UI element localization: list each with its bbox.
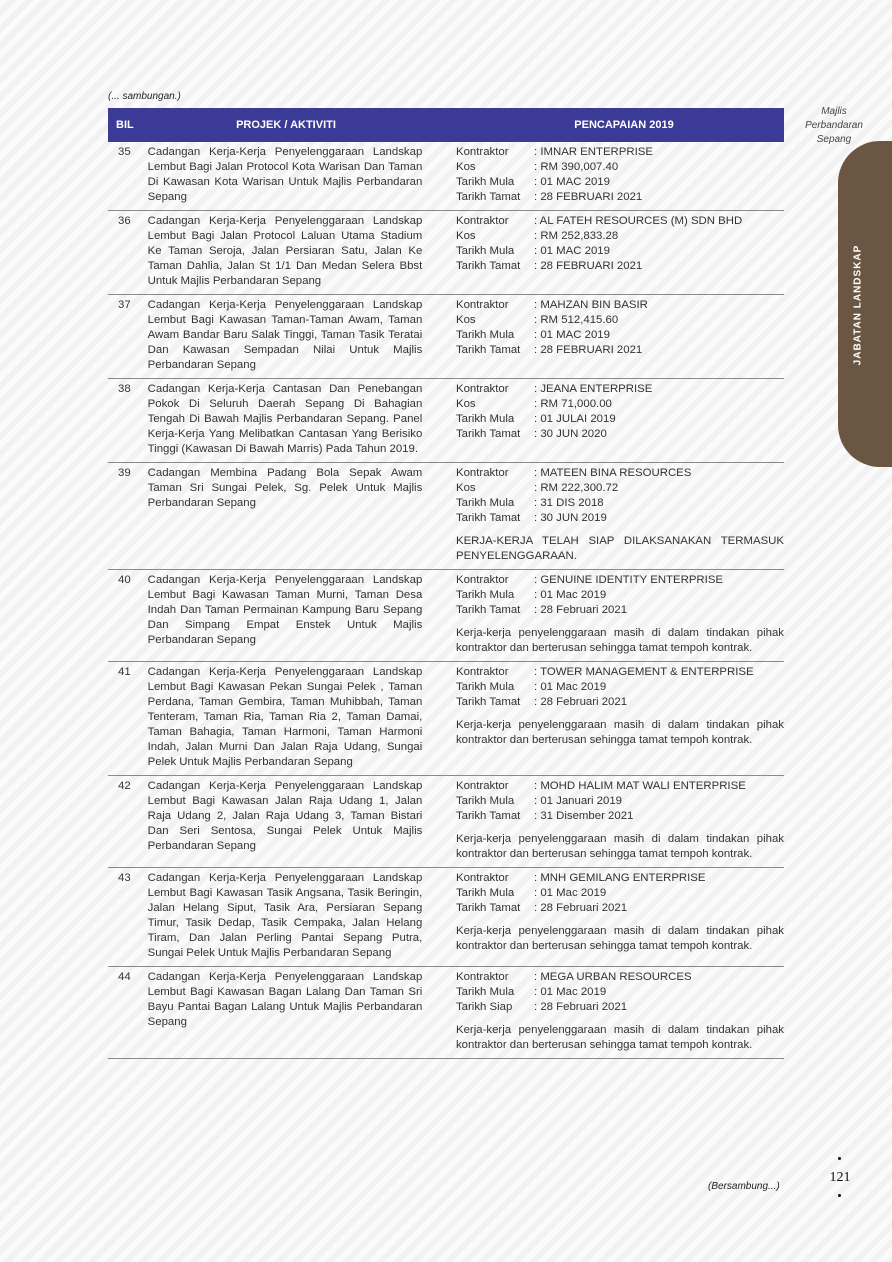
detail-line [456,985,784,1000]
detail-key: Tarikh Tamat [455,191,521,203]
cell-projek: Cadangan Kerja-Kerja Penyelenggaraan Landskap Lembut Bagi Kawasan Pekan Sungai Pelek , Taman Perdana, Taman Gembira, Taman Muhibbah, Taman Tenteram, Taman Ria, Taman Ria 2, Taman Damai, Taman Bahagia, Taman Harmoni, Taman Harmoni Indah, Jalan Murni Dan Jalan Raja Udang, Sungai Pelek Untuk Majlis Perbandaran Sepang [147,666,423,768]
cell-bil: 38 [118,383,131,395]
detail-value: : AL FATEH RESOURCES (M) SDN BHD [533,215,743,227]
table-row [108,463,784,570]
page-number-dot [838,1194,841,1197]
cell-bil: 39 [118,467,131,479]
column-header-projek: PROJEK / AKTIVITI [236,119,336,131]
cell-bil: 36 [118,215,131,227]
detail-value: : 01 JULAI 2019 [533,413,616,425]
detail-value: : 31 Disember 2021 [533,810,634,822]
detail-line [456,511,784,526]
detail-line [456,313,784,328]
cell-bil: 43 [118,872,131,884]
detail-value: : 28 Februari 2021 [533,902,628,914]
organisation-name-line: Majlis [821,106,847,117]
detail-line [456,573,784,588]
detail-key: Kontraktor [455,299,509,311]
detail-value: : 01 MAC 2019 [533,176,610,188]
table-row [108,570,784,662]
detail-value: : 01 Mac 2019 [533,986,607,998]
detail-line [456,259,784,274]
cell-projek: Cadangan Kerja-Kerja Penyelenggaraan Landskap Lembut Bagi Kawasan Taman-Taman Awam, Taman Awam Bandar Baru Salak Tinggi, Taman Tasik Teratai Dan Kawasan Sempadan Nilai Untuk Majlis Perbandaran Sepang [147,299,423,371]
detail-key: Tarikh Mula [455,497,515,509]
cell-projek: Cadangan Kerja-Kerja Penyelenggaraan Landskap Lembut Bagi Jalan Protocol Kota Warisan Dan Taman Di Kawasan Kota Warisan Untuk Majlis Perbandaran Sepang [147,146,423,203]
cell-projek: Cadangan Kerja-Kerja Penyelenggaraan Landskap Lembut Bagi Kawasan Jalan Raja Udang 1, Jalan Raja Udang 2, Jalan Raja Udang 3, Taman Bistari Dan Seri Sentosa, Sungai Pelek Untuk Majlis Perbandaran Sepang [147,780,423,852]
status-note: Kerja-kerja penyelenggaraan masih di dalam tindakan pihak kontraktor dan berterusan sehingga tamat tempoh kontrak. [455,627,784,654]
cell-projek: Cadangan Kerja-Kerja Penyelenggaraan Landskap Lembut Bagi Jalan Protocol Laluan Utama Stadium Ke Taman Seroja, Jalan Persiaran Satu, Jalan Ke Taman Dahlia, Jalan St 1/1 Dan Medan Selera Bbst Untuk Majlis Perbandaran Sepang [147,215,423,287]
cell-bil: 41 [118,666,131,678]
detail-line [456,328,784,343]
detail-value: : JEANA ENTERPRISE [533,383,653,395]
cell-pencapaian [456,214,784,289]
cell-pencapaian [456,466,784,564]
detail-line [456,145,784,160]
detail-key: Kontraktor [455,574,509,586]
detail-value: : 28 FEBRUARI 2021 [533,191,643,203]
cell-pencapaian [456,145,784,205]
detail-key: Tarikh Mula [455,681,515,693]
detail-line [456,1000,784,1015]
cell-projek: Cadangan Membina Padang Bola Sepak Awam Taman Sri Sungai Pelek, Sg. Pelek Untuk Majlis Perbandaran Sepang [147,467,423,509]
detail-line [456,794,784,809]
detail-value: : 31 DIS 2018 [533,497,604,509]
detail-line [456,809,784,824]
detail-key: Tarikh Tamat [455,428,521,440]
cell-pencapaian [456,970,784,1053]
cell-bil: 42 [118,780,131,792]
detail-line [456,871,784,886]
detail-value: : RM 222,300.72 [533,482,619,494]
department-side-tab-label: JABATAN LANDSKAP [852,244,864,366]
status-note: Kerja-kerja penyelenggaraan masih di dalam tindakan pihak kontraktor dan berterusan sehingga tamat tempoh kontrak. [455,833,784,860]
detail-key: Kos [455,314,476,326]
detail-value: : 28 Februari 2021 [533,604,628,616]
detail-key: Kontraktor [455,215,509,227]
column-header-pencapaian: PENCAPAIAN 2019 [574,119,674,131]
detail-line [456,175,784,190]
detail-key: Kontraktor [455,467,509,479]
cell-pencapaian [456,665,784,770]
projects-table [108,108,784,1059]
detail-key: Kos [455,161,476,173]
continued-from-previous-label: (... sambungan.) [108,91,181,102]
table-row [108,379,784,463]
table-row [108,868,784,967]
detail-line [456,343,784,358]
detail-key: Kontraktor [455,383,509,395]
organisation-name-line: Perbandaran [805,120,863,131]
detail-line [456,779,784,794]
column-header-bil: BIL [116,119,134,131]
detail-line [456,886,784,901]
detail-key: Kontraktor [455,971,509,983]
cell-bil: 35 [118,146,131,158]
page-number-dot [838,1157,841,1160]
table-header [108,108,784,142]
table-body [108,142,784,1059]
detail-line [456,412,784,427]
detail-key: Kos [455,230,476,242]
detail-value: : MATEEN BINA RESOURCES [533,467,692,479]
detail-key: Tarikh Mula [455,329,515,341]
detail-value: : 01 Januari 2019 [533,795,623,807]
detail-key: Kontraktor [455,872,509,884]
table-row [108,295,784,379]
table-row [108,776,784,868]
detail-line [456,214,784,229]
detail-key: Tarikh Mula [455,413,515,425]
detail-line [456,496,784,511]
detail-line [456,695,784,710]
status-note: Kerja-kerja penyelenggaraan masih di dalam tindakan pihak kontraktor dan berterusan sehingga tamat tempoh kontrak. [455,1024,784,1051]
detail-value: : IMNAR ENTERPRISE [533,146,653,158]
detail-value: : RM 71,000.00 [533,398,612,410]
cell-projek: Cadangan Kerja-Kerja Cantasan Dan Penebangan Pokok Di Seluruh Daerah Sepang Di Bahagian Tengah Di Bawah Majlis Perbandaran Sepang. Panel Kerja-Kerja Yang Melibatkan Cantasan Yang Berisiko Tinggi (Kawasan Di Bawah Marris) Pada Tahun 2019. [147,383,423,455]
cell-bil: 37 [118,299,131,311]
detail-key: Tarikh Mula [455,589,515,601]
status-note: Kerja-kerja penyelenggaraan masih di dalam tindakan pihak kontraktor dan berterusan sehingga tamat tempoh kontrak. [455,925,784,952]
detail-key: Kontraktor [455,146,509,158]
detail-line [456,382,784,397]
detail-key: Tarikh Mula [455,887,515,899]
detail-key: Tarikh Mula [455,245,515,257]
detail-line [456,970,784,985]
cell-bil: 44 [118,971,131,983]
page-number: 121 [829,1170,851,1185]
detail-line [456,901,784,916]
cell-projek: Cadangan Kerja-Kerja Penyelenggaraan Landskap Lembut Bagi Kawasan Tasik Angsana, Tasik Beringin, Jalan Helang Siput, Tasik Ara, Persiaran Sepang Timur, Tasik Dedap, Tasik Cempaka, Jalan Helang Tiram, Dan Jalan Perling Pantai Sepang Putra, Sungai Pelek Untuk Majlis Perbandaran Sepang [147,872,423,959]
cell-pencapaian [456,573,784,656]
detail-value: : MAHZAN BIN BASIR [533,299,648,311]
detail-line [456,160,784,175]
detail-value: : RM 252,833.28 [533,230,619,242]
detail-key: Tarikh Tamat [455,604,521,616]
table-row [108,142,784,211]
detail-value: : 28 FEBRUARI 2021 [533,344,643,356]
detail-line [456,298,784,313]
detail-line [456,603,784,618]
detail-line [456,680,784,695]
continued-on-next-label: (Bersambung...) [708,1181,780,1192]
status-note: KERJA-KERJA TELAH SIAP DILAKSANAKAN TERMASUK PENYELENGGARAAN. [455,535,784,562]
status-note: Kerja-kerja penyelenggaraan masih di dalam tindakan pihak kontraktor dan berterusan sehingga tamat tempoh kontrak. [455,719,784,746]
detail-value: : 30 JUN 2019 [533,512,607,524]
detail-value: : 30 JUN 2020 [533,428,607,440]
detail-line [456,244,784,259]
detail-value: : 01 MAC 2019 [533,245,610,257]
detail-line [456,190,784,205]
cell-pencapaian [456,779,784,862]
organisation-name [794,105,874,147]
cell-pencapaian [456,871,784,961]
detail-key: Tarikh Mula [455,176,515,188]
detail-value: : 28 Februari 2021 [533,696,628,708]
detail-key: Tarikh Tamat [455,260,521,272]
detail-value: : 01 Mac 2019 [533,887,607,899]
detail-key: Tarikh Mula [455,986,515,998]
detail-line [456,427,784,442]
detail-key: Tarikh Siap [455,1001,513,1013]
detail-key: Tarikh Tamat [455,696,521,708]
detail-key: Tarikh Tamat [455,902,521,914]
detail-key: Tarikh Tamat [455,512,521,524]
detail-key: Tarikh Tamat [455,810,521,822]
detail-value: : 28 FEBRUARI 2021 [533,260,643,272]
detail-line [456,229,784,244]
detail-value: : MOHD HALIM MAT WALI ENTERPRISE [533,780,746,792]
detail-key: Kontraktor [455,666,509,678]
detail-value: : 01 MAC 2019 [533,329,610,341]
table-row [108,967,784,1059]
cell-bil: 40 [118,574,131,586]
detail-key: Kontraktor [455,780,509,792]
detail-value: : MNH GEMILANG ENTERPRISE [533,872,706,884]
table-row [108,662,784,776]
detail-value: : MEGA URBAN RESOURCES [533,971,692,983]
cell-pencapaian [456,298,784,373]
detail-line [456,397,784,412]
detail-key: Tarikh Mula [455,795,515,807]
detail-value: : TOWER MANAGEMENT & ENTERPRISE [533,666,754,678]
detail-line [456,588,784,603]
detail-key: Kos [455,398,476,410]
cell-projek: Cadangan Kerja-Kerja Penyelenggaraan Landskap Lembut Bagi Kawasan Bagan Lalang Dan Taman Sri Bayu Pantai Bagan Lalang Untuk Majlis Perbandaran Sepang [147,971,423,1028]
detail-value: : 01 Mac 2019 [533,681,607,693]
detail-value: : RM 512,415.60 [533,314,619,326]
detail-value: : RM 390,007.40 [533,161,619,173]
organisation-name-line: Sepang [816,134,852,145]
detail-line [456,481,784,496]
cell-pencapaian [456,382,784,457]
detail-line [456,466,784,481]
detail-value: : 28 Februari 2021 [533,1001,628,1013]
detail-value: : GENUINE IDENTITY ENTERPRISE [533,574,724,586]
table-row [108,211,784,295]
detail-value: : 01 Mac 2019 [533,589,607,601]
cell-projek: Cadangan Kerja-Kerja Penyelenggaraan Landskap Lembut Bagi Kawasan Taman Murni, Taman Desa Indah Dan Taman Permainan Kampung Baru Sepang Dan Simpang Empat Enstek Untuk Majlis Perbandaran Sepang [147,574,423,646]
detail-line [456,665,784,680]
detail-key: Kos [455,482,476,494]
department-side-tab [838,141,892,467]
detail-key: Tarikh Tamat [455,344,521,356]
